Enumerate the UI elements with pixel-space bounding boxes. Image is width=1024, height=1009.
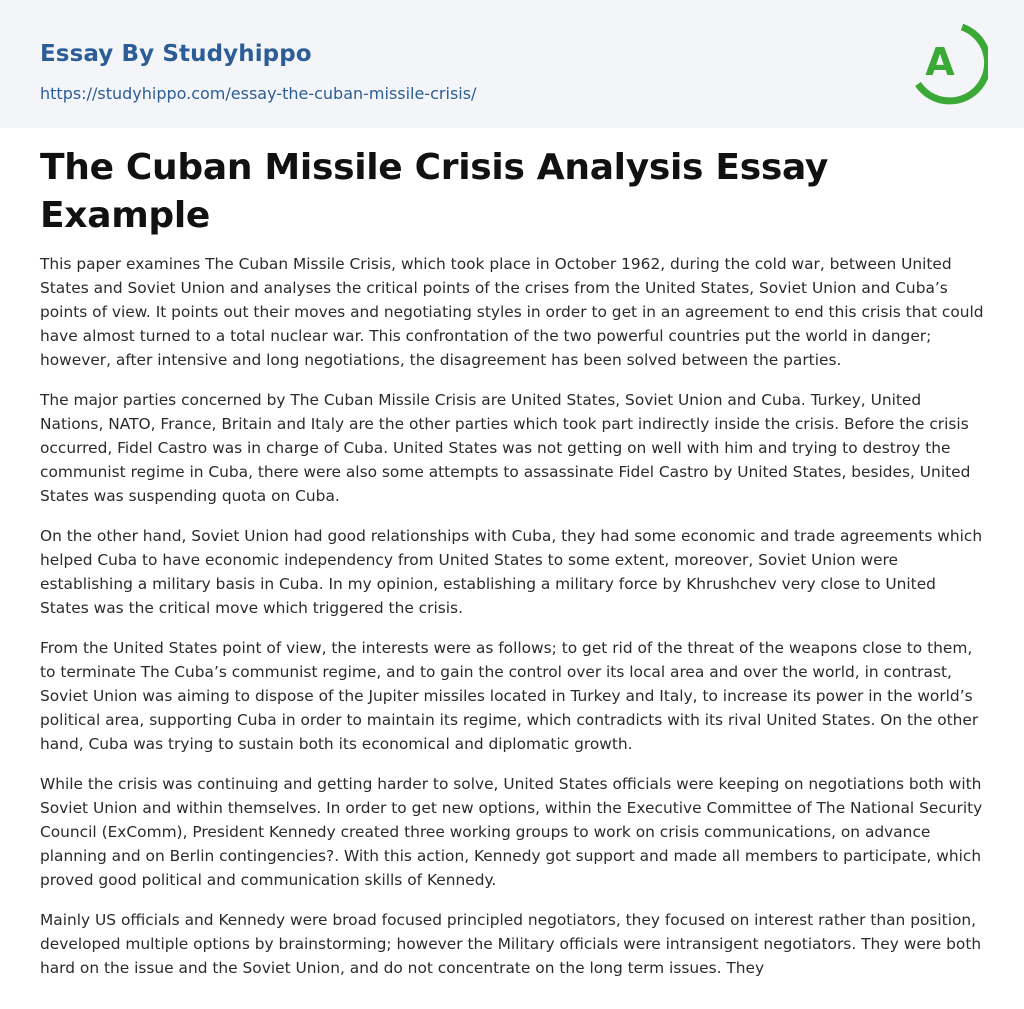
essay-paragraph-4: From the United States point of view, the interests were as follows; to get rid of the threat of the weapons close to them, to terminate The Cuba’s communist regime, and to gain the control over its local area and over the world, in contrast, Soviet Union was aiming to dispose of the Jupiter missiles located in Turkey and Italy, to increase its power in the world’s political area, supporting Cuba in order to maintain its regime, which contradicts with its rival United States. On the other hand, Cuba was trying to sustain both its economical and diplomatic growth. xyxy=(40,639,979,753)
essay-paragraph-1: This paper examines The Cuban Missile Crisis, which took place in October 1962, during the cold war, between United States and Soviet Union and analyses the critical points of the crises from the United States, Soviet Union and Cuba’s points of view. It points out their moves and negotiating styles in order to get in an agreement to end this crisis that could have almost turned to a total nuclear war. This confrontation of the two powerful countries put the world in danger; however, after intensive and long negotiations, the disagreement has been solved between the parties. xyxy=(40,255,984,369)
studyhippo-logo-icon[interactable] xyxy=(908,18,988,106)
site-brand[interactable]: Essay By Studyhippo xyxy=(40,41,312,67)
logo-letter: A xyxy=(925,40,955,84)
essay-paragraph-6: Mainly US officials and Kennedy were broad focused principled negotiators, they focused on interest rather than position, developed multiple options by brainstorming; however the Military officials were intransigent negotiators. They were both hard on the issue and the Soviet Union, and do not concentrate on the long term issues. They xyxy=(40,911,982,977)
essay-title: The Cuban Missile Crisis Analysis Essay Example xyxy=(40,147,829,236)
site-header xyxy=(0,0,1024,128)
essay-content xyxy=(40,144,988,996)
essay-paragraph-2: The major parties concerned by The Cuban Missile Crisis are United States, Soviet Union and Cuba. Turkey, United Nations, NATO, France, Britain and Italy are the other parties which took part indirectly inside the crisis. Before the crisis occurred, Fidel Castro was in charge of Cuba. United States was not getting on well with him and trying to destroy the communist regime in Cuba, there were also some attempts to assassinate Fidel Castro by United States, besides, United States was suspending quota on Cuba. xyxy=(40,391,971,505)
essay-paragraph-3: On the other hand, Soviet Union had good relationships with Cuba, they had some economic and trade agreements which helped Cuba to have economic independency from United States to some extent, moreover, Soviet Union were establishing a military basis in Cuba. In my opinion, establishing a military force by Khrushchev very close to United States was the critical move which triggered the crisis. xyxy=(40,527,983,617)
essay-paragraph-5: While the crisis was continuing and getting harder to solve, United States officials were keeping on negotiations both with Soviet Union and within themselves. In order to get new options, within the Executive Committee of The National Security Council (ExComm), President Kennedy created three working groups to work on crisis communications, on advance planning and on Berlin contingencies?. With this action, Kennedy got support and made all members to participate, which proved good political and communication skills of Kennedy. xyxy=(40,775,983,889)
essay-url-link[interactable]: https://studyhippo.com/essay-the-cuban-missile-crisis/ xyxy=(40,84,477,103)
